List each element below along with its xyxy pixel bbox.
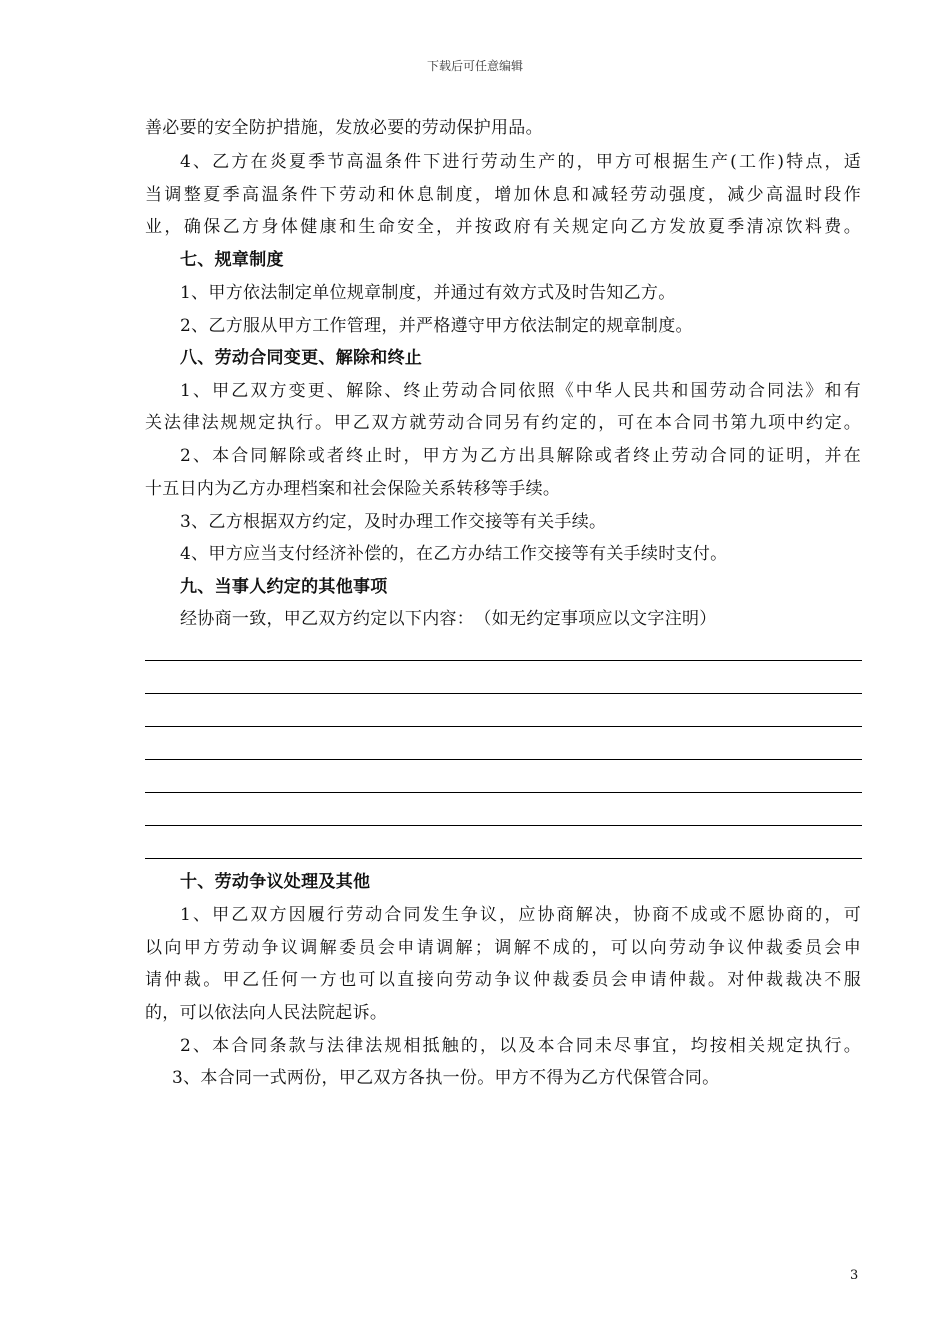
- paragraph-line: 请仲裁。甲乙任何一方也可以直接向劳动争议仲裁委员会申请仲裁。对仲裁裁决不服: [145, 970, 861, 990]
- blank-fill-line: [145, 726, 862, 727]
- paragraph-line: 十五日内为乙方办理档案和社会保险关系转移等手续。: [145, 479, 561, 499]
- blank-fill-line: [145, 858, 862, 859]
- header-note: 下载后可任意编辑: [426, 59, 523, 73]
- paragraph-line: 业，确保乙方身体健康和生命安全，并按政府有关规定向乙方发放夏季清凉饮料费。: [145, 217, 861, 237]
- paragraph-line: 4、甲方应当支付经济补偿的，在乙方办结工作交接等有关手续时支付。: [180, 544, 728, 564]
- section-heading: 八、劳动合同变更、解除和终止: [180, 348, 423, 368]
- paragraph-line: 善必要的安全防护措施，发放必要的劳动保护用品。: [145, 118, 543, 138]
- paragraph-line: 经协商一致，甲乙双方约定以下内容： （如无约定事项应以文字注明）: [180, 609, 717, 629]
- section-heading: 九、当事人约定的其他事项: [180, 577, 388, 597]
- paragraph-line: 3、乙方根据双方约定，及时办理工作交接等有关手续。: [180, 512, 607, 532]
- blank-fill-line: [145, 825, 862, 826]
- page-number: 3: [850, 1268, 859, 1283]
- paragraph-line: 的，可以依法向人民法院起诉。: [145, 1003, 388, 1023]
- paragraph-line: 当调整夏季高温条件下劳动和休息制度，增加休息和减轻劳动强度，减少高温时段作: [145, 185, 861, 205]
- paragraph-line: 关法律法规规定执行。甲乙双方就劳动合同另有约定的，可在本合同书第九项中约定。: [145, 413, 861, 433]
- blank-fill-line: [145, 693, 862, 694]
- blank-fill-line: [145, 759, 862, 760]
- blank-fill-line: [145, 792, 862, 793]
- paragraph-line: 2、乙方服从甲方工作管理，并严格遵守甲方依法制定的规章制度。: [180, 316, 693, 336]
- paragraph-line: 2、本合同解除或者终止时，甲方为乙方出具解除或者终止劳动合同的证明，并在: [180, 446, 861, 466]
- paragraph-line: 4、乙方在炎夏季节高温条件下进行劳动生产的，甲方可根据生产(工作)特点，适: [180, 152, 861, 172]
- blank-fill-line: [145, 660, 862, 661]
- section-heading: 七、规章制度: [180, 250, 284, 270]
- paragraph-line: 2、本合同条款与法律法规相抵触的，以及本合同未尽事宜，均按相关规定执行。: [180, 1036, 861, 1056]
- section-heading: 十、劳动争议处理及其他: [180, 872, 371, 892]
- paragraph-line: 1、甲方依法制定单位规章制度，并通过有效方式及时告知乙方。: [180, 283, 676, 303]
- paragraph-line: 3、本合同一式两份，甲乙双方各执一份。甲方不得为乙方代保管合同。: [172, 1068, 720, 1088]
- paragraph-line: 1、甲乙双方变更、解除、终止劳动合同依照《中华人民共和国劳动合同法》和有: [180, 381, 861, 401]
- paragraph-line: 1、甲乙双方因履行劳动合同发生争议，应协商解决，协商不成或不愿协商的，可: [180, 905, 861, 925]
- paragraph-line: 以向甲方劳动争议调解委员会申请调解；调解不成的，可以向劳动争议仲裁委员会申: [145, 938, 861, 958]
